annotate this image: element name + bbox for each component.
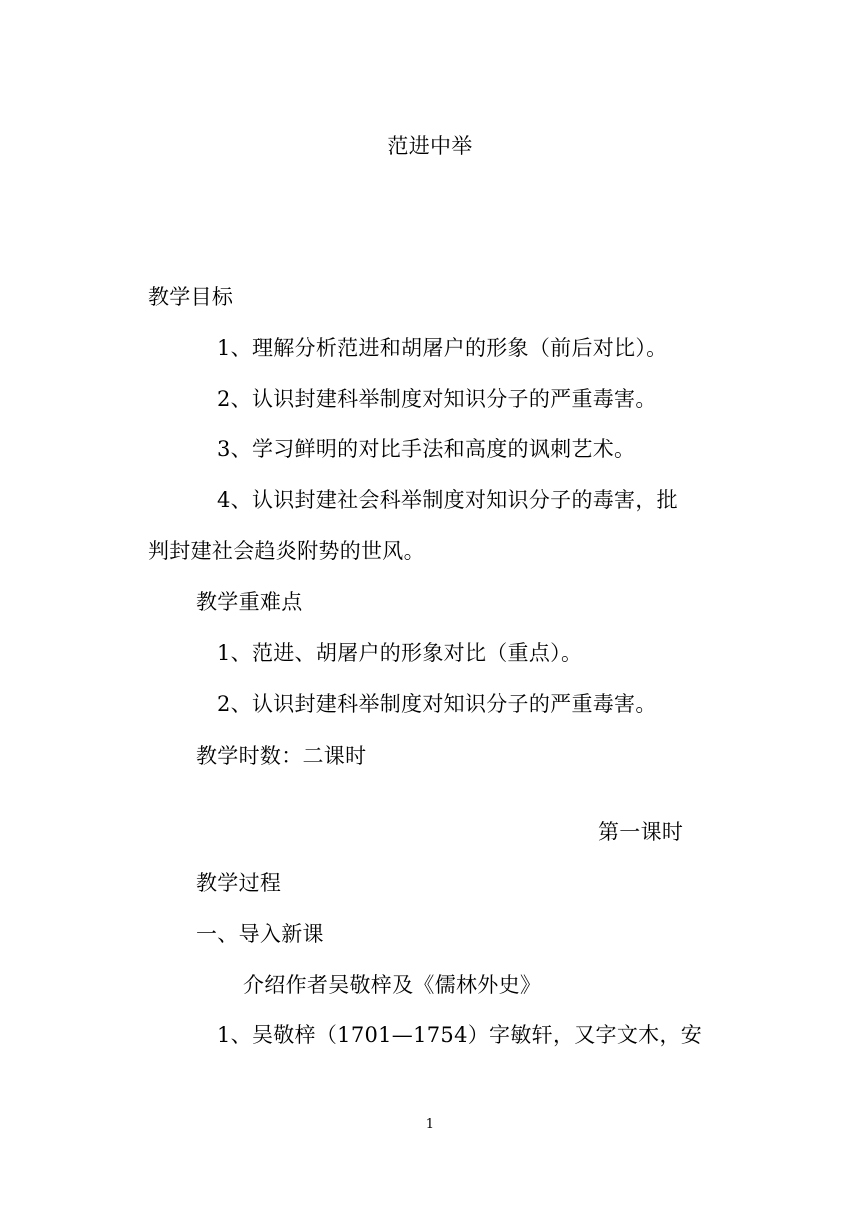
page-number: 1 [425, 1117, 435, 1132]
key-item-2: 2、认识封建科举制度对知识分子的严重毒害。 [217, 692, 657, 716]
heading-key-points: 教学重难点 [196, 590, 303, 614]
goal-item-3: 3、学习鲜明的对比手法和高度的讽刺艺术。 [217, 437, 636, 461]
key-item-1: 1、范进、胡屠户的形象对比（重点）。 [217, 641, 583, 665]
goal-item-2: 2、认识封建科举制度对知识分子的严重毒害。 [217, 387, 657, 411]
author-intro: 介绍作者吴敬梓及《儒林外史》 [243, 973, 542, 997]
author-line-1: 1、吴敬梓（1701—1754）字敏轩，又字文木，安 [217, 1023, 703, 1047]
step-heading-1: 一、导入新课 [196, 922, 324, 946]
goal-item-4-continued: 判封建社会趋炎附势的世风。 [148, 539, 425, 563]
heading-teaching-process: 教学过程 [196, 871, 282, 895]
heading-teaching-goals: 教学目标 [148, 285, 234, 309]
goal-item-4: 4、认识封建社会科举制度对知识分子的毒害，批 [217, 488, 678, 512]
teaching-hours: 教学时数：二课时 [196, 744, 367, 768]
lesson-heading: 第一课时 [598, 820, 684, 844]
document-title: 范进中举 [387, 134, 473, 158]
goal-item-1: 1、理解分析范进和胡屠户的形象（前后对比）。 [217, 336, 668, 360]
